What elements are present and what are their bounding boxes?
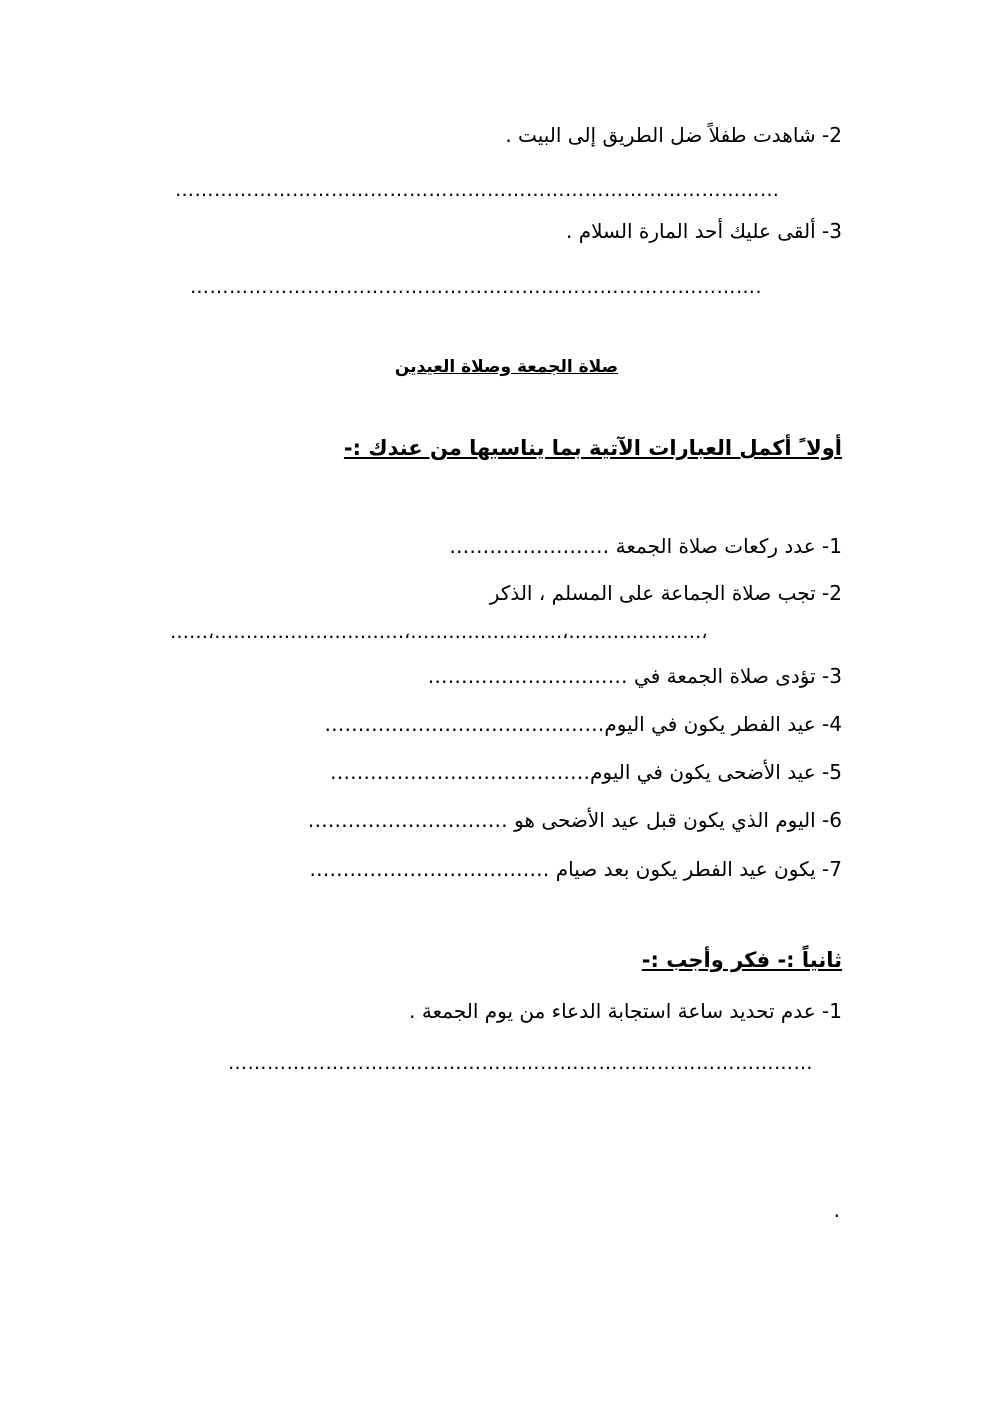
part2-item-1: 1- عدم تحديد ساعة استجابة الدعاء من يوم الجمعة .: [409, 999, 842, 1023]
part1-item-6: 6- اليوم الذي يكون قبل عيد الأضحى هو …………………………: [307, 808, 842, 832]
question-3-text: 3- ألقى عليك أحد المارة السلام .: [565, 219, 842, 243]
part1-item-4: 4- عيد الفطر يكون في اليوم……………………………………: [324, 712, 842, 736]
question-2-text: 2- شاهدت طفلاً ضل الطريق إلى البيت .: [505, 123, 842, 147]
part1-item-7: 7- يكون عيد الفطر يكون بعد صيام ………………………………: [309, 857, 842, 881]
part2-heading: ثانياً :- فكر وأجب :-: [641, 948, 842, 972]
part1-item-1: 1- عدد ركعات صلاة الجمعة ……………………: [449, 534, 842, 558]
part1-item-3: 3- تؤدى صلاة الجمعة في …………………………: [427, 664, 842, 688]
part1-heading: أولا ً أكمل العبارات الآتية بما يناسبها من عندك :-: [343, 436, 842, 460]
answer-line-3[interactable]: …………………………………………………………………………….: [190, 276, 763, 298]
part1-item-5: 5- عيد الأضحى يكون في اليوم…………………………………: [330, 760, 842, 784]
part1-item-2: 2- تجب صلاة الجماعة على المسلم ، الذكر: [489, 581, 842, 605]
part1-item-2-answer[interactable]: ……،…………………………،……………………،…………………،: [170, 621, 708, 643]
section-title: صلاة الجمعة وصلاة العيدين: [394, 357, 618, 377]
footer-mark: .: [833, 1198, 840, 1222]
answer-line-2[interactable]: …………………………………………………………………………………: [175, 179, 780, 201]
part2-answer-line[interactable]: ………………………………………………………………………………: [228, 1052, 813, 1074]
